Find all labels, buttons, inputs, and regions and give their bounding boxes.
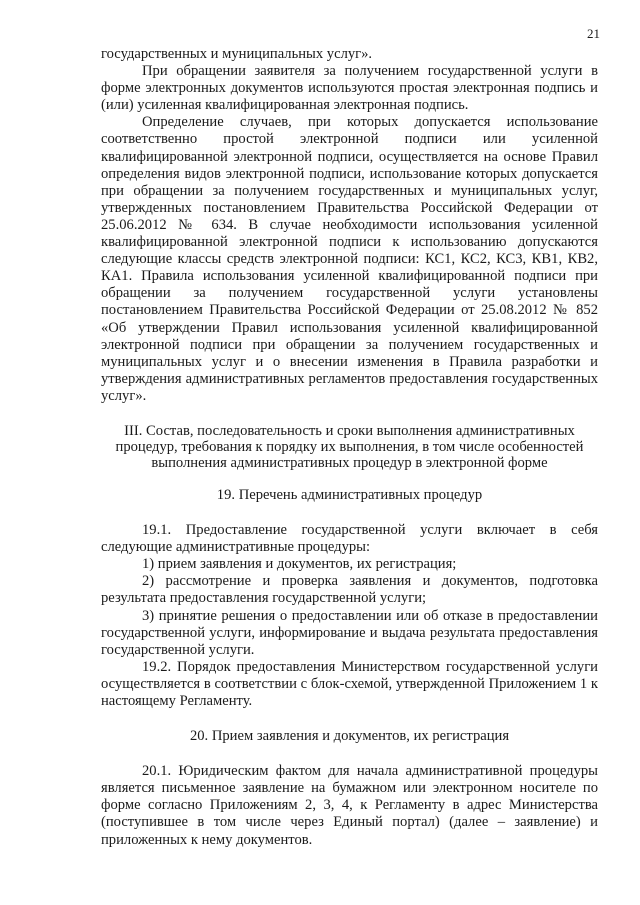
list-item-19-1-2: 2) рассмотрение и проверка заявления и документов, подготовка результата предоставления государственной услуги; <box>101 573 598 607</box>
section-heading-line-1: III. Состав, последовательность и сроки выполнения административных <box>124 422 575 439</box>
list-item-19-1-3: 3) принятие решения о предоставлении или об отказе в предоставлении государственной услуги, информирование и выдача результата предоставления государственной услуги. <box>101 607 598 658</box>
paragraph-continuation: государственных и муниципальных услуг». <box>101 46 373 62</box>
paragraph-19-1: 19.1. Предоставление государственной услуги включает в себя следующие административные процедуры: <box>101 522 598 556</box>
paragraph-electronic-signature: При обращении заявителя за получением государственной услуги в форме электронных документов используются простая электронная подпись и (или) усиленная квалифицированная электронная подпись. <box>101 63 598 114</box>
subheading-20: 20. Прием заявления и документов, их регистрация <box>189 728 510 745</box>
section-heading-line-2: процедур, требования к порядку их выполнения, в том числе особенностей <box>115 438 584 455</box>
paragraph-signature-rules: Определение случаев, при которых допускается использование соответственно простой электронной подписи или усиленной квалифицированной электронной подписи, осуществляется на основе Правил определения видов электронной подписи, использование которых допускается при обращении за получением государственных и муниципальных услуг, утвержденных постановлением Правительства Российской Федерации от 25.06.2012 № 634. В случае необходимости использования усиленной квалифицированной электронной подписи к использованию допускаются следующие классы средств электронной подписи: КС1, КС2, КС3, КВ1, КВ2, КА1. Правила использования усиленной квалифицированной подписи при обращении за получением государственной услуги установлены постановлением Правительства Российской Федерации от 25.08.2012 № 852 «Об утверждении Правил использования усиленной квалифицированной электронной подписи при обращении за получением государственных и муниципальных услуг и о внесении изменения в Правила разработки и утверждения административных регламентов предоставления государственных услуг». <box>101 114 598 404</box>
paragraph-20-1: 20.1. Юридическим фактом для начала административной процедуры является письменное заявление на бумажном или электронном носителе по форме согласно Приложениям 2, 3, 4, к Регламенту в адрес Министерства (поступившее в том числе через Единый портал) (далее – заявление) и приложенных к нему документов. <box>101 763 598 848</box>
section-heading-iii <box>101 423 598 471</box>
subheading-19: 19. Перечень административных процедур <box>216 486 483 503</box>
list-item-19-1-1: 1) прием заявления и документов, их регистрация; <box>142 556 457 573</box>
document-body <box>101 46 598 849</box>
page-number: 21 <box>587 26 600 41</box>
section-heading-line-3: выполнения административных процедур в электронной форме <box>151 454 548 471</box>
paragraph-19-2: 19.2. Порядок предоставления Министерством государственной услуги осуществляется в соответствии с блок-схемой, утвержденной Приложением 1 к настоящему Регламенту. <box>101 658 598 709</box>
